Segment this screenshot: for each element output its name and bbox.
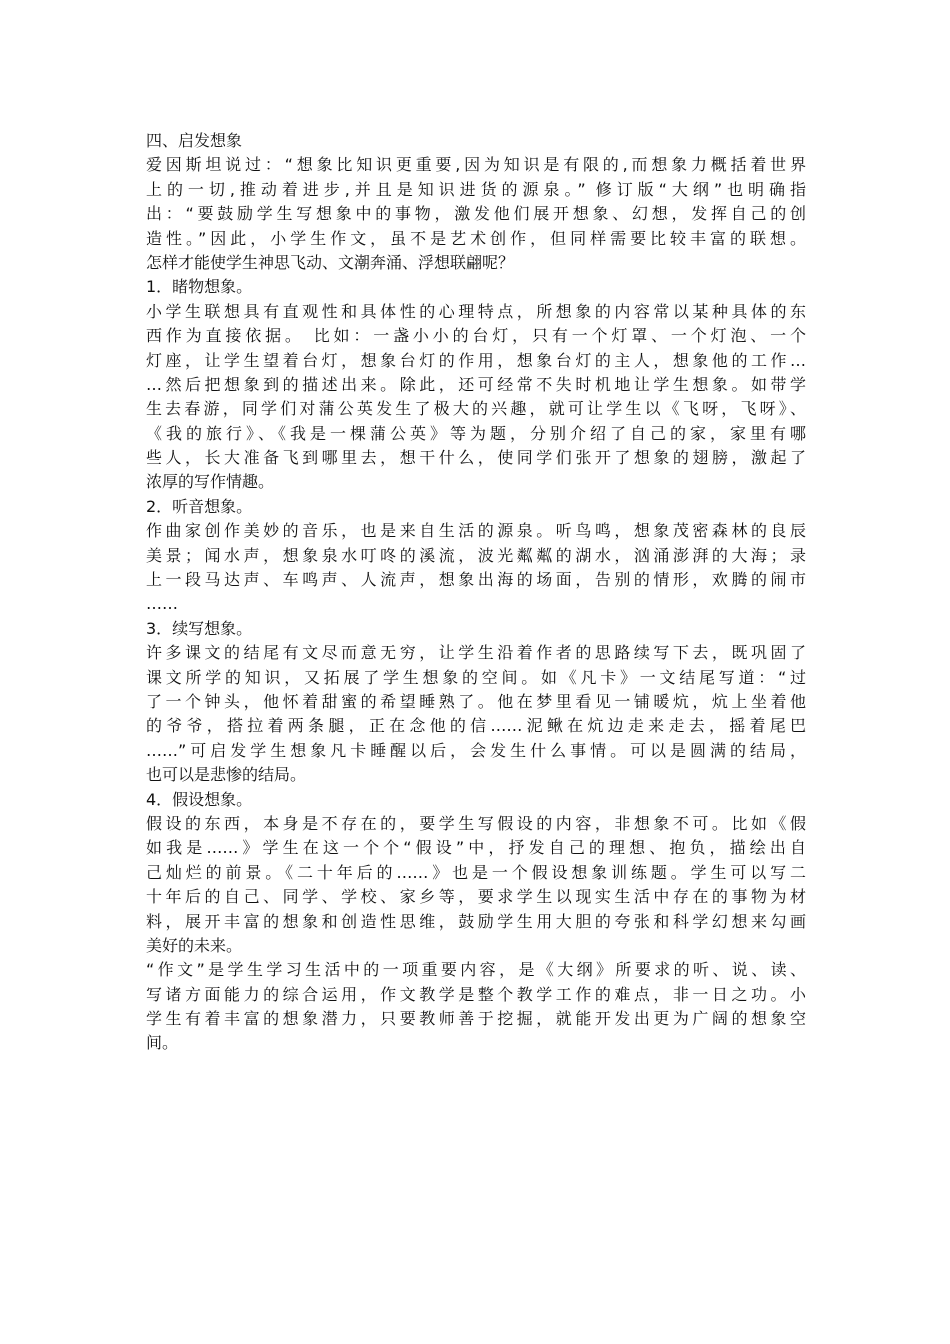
text-line: 生去春游，同学们对蒲公英发生了极大的兴趣，就可让学生以《飞呀，飞呀》、 xyxy=(146,399,806,419)
text-line: 的爷爷，搭拉着两条腿，正在念他的信……泥鳅在炕边走来走去，摇着尾巴 xyxy=(146,716,806,736)
text-line: “作文”是学生学习生活中的一项重要内容，是《大纲》所要求的听、说、读、 xyxy=(146,960,806,980)
section1-paragraph xyxy=(146,300,806,495)
text-line: 《我的旅行》、《我是一棵蒲公英》等为题，分别介绍了自己的家，家里有哪 xyxy=(146,423,806,443)
text-line: 如我是……》学生在这一个个“假设”中，抒发自己的理想、抱负，描绘出自 xyxy=(146,838,806,858)
text-line: 许多课文的结尾有文尽而意无穷，让学生沿着作者的思路续写下去，既巩固了 xyxy=(146,643,806,663)
text-line: 上一段马达声、车鸣声、人流声，想象出海的场面，告别的情形，欢腾的闹市 xyxy=(146,570,806,590)
text-line: 造性。”因此，小学生作文，虽不是艺术创作，但同样需要比较丰富的联想。 xyxy=(146,228,806,248)
text-line: 己灿烂的前景。《二十年后的……》也是一个假设想象训练题。学生可以写二 xyxy=(146,862,806,882)
text-line: 十年后的自己、同学、学校、家乡等，要求学生以现实生活中存在的事物为材 xyxy=(146,887,806,907)
text-line: 间。 xyxy=(146,1033,179,1053)
text-line: 学生有着丰富的想象潜力，只要教师善于挖掘，就能开发出更为广阔的想象空 xyxy=(146,1009,806,1029)
text-line: 也可以是悲惨的结局。 xyxy=(146,765,307,785)
conclusion-paragraph xyxy=(146,958,806,1056)
text-line: 美好的未来。 xyxy=(146,935,243,955)
text-line: 灯座，让学生望着台灯，想象台灯的作用，想象台灯的主人，想象他的工作… xyxy=(146,350,806,370)
section2-paragraph xyxy=(146,519,806,617)
section1-heading: 1．睹物想象。 xyxy=(146,277,253,297)
section2-heading: 2．听音想象。 xyxy=(146,496,253,516)
intro-paragraph xyxy=(146,153,806,275)
text-line: 美景；闻水声，想象泉水叮咚的溪流，波光粼粼的湖水，汹涌澎湃的大海；录 xyxy=(146,545,806,565)
text-line: …然后把想象到的描述出来。除此，还可经常不失时机地让学生想象。如带学 xyxy=(146,374,806,394)
section4-heading: 4．假设想象。 xyxy=(146,789,253,809)
text-line: 料，展开丰富的想象和创造性思维，鼓励学生用大胆的夸张和科学幻想来勾画 xyxy=(146,911,806,931)
text-line: 小学生联想具有直观性和具体性的心理特点，所想象的内容常以某种具体的东 xyxy=(146,301,806,321)
text-line: 假设的东西，本身是不存在的，要学生写假设的内容，非想象不可。比如《假 xyxy=(146,813,806,833)
text-line: ……”可启发学生想象凡卡睡醒以后，会发生什么事情。可以是圆满的结局， xyxy=(146,740,806,760)
text-line: 上的一切,推动着进步,并且是知识进货的源泉。” 修订版“大纲”也明确指 xyxy=(146,179,806,199)
text-line: 西作为直接依据。 比如：一盏小小的台灯，只有一个灯罩、一个灯泡、一个 xyxy=(146,326,806,346)
text-line: 作曲家创作美妙的音乐，也是来自生活的源泉。听鸟鸣，想象茂密森林的良辰 xyxy=(146,521,806,541)
document-page xyxy=(146,129,806,1056)
text-line: 了一个钟头，他怀着甜蜜的希望睡熟了。他在梦里看见一铺暖炕，炕上坐着他 xyxy=(146,691,806,711)
section4-paragraph xyxy=(146,812,806,958)
text-line: 写诸方面能力的综合运用，作文教学是整个教学工作的难点，非一日之功。小 xyxy=(146,984,806,1004)
section3-paragraph xyxy=(146,641,806,787)
text-line: 怎样才能使学生神思飞动、文潮奔涌、浮想联翩呢？ xyxy=(146,252,515,272)
text-line: 出：“要鼓励学生写想象中的事物，激发他们展开想象、幻想，发挥自己的创 xyxy=(146,204,806,224)
text-line: 爱因斯坦说过：“想象比知识更重要,因为知识是有限的,而想象力概括着世界 xyxy=(146,155,806,175)
text-line: 些人，长大准备飞到哪里去，想干什么，使同学们张开了想象的翅膀，激起了 xyxy=(146,448,806,468)
text-line: 浓厚的写作情趣。 xyxy=(146,472,275,492)
section-title: 四、启发想象 xyxy=(146,131,243,150)
section3-heading: 3．续写想象。 xyxy=(146,618,253,638)
text-line: …… xyxy=(146,594,178,614)
text-line: 课文所学的知识，又拓展了学生想象的空间。如《凡卡》一文结尾写道：“过 xyxy=(146,667,806,687)
